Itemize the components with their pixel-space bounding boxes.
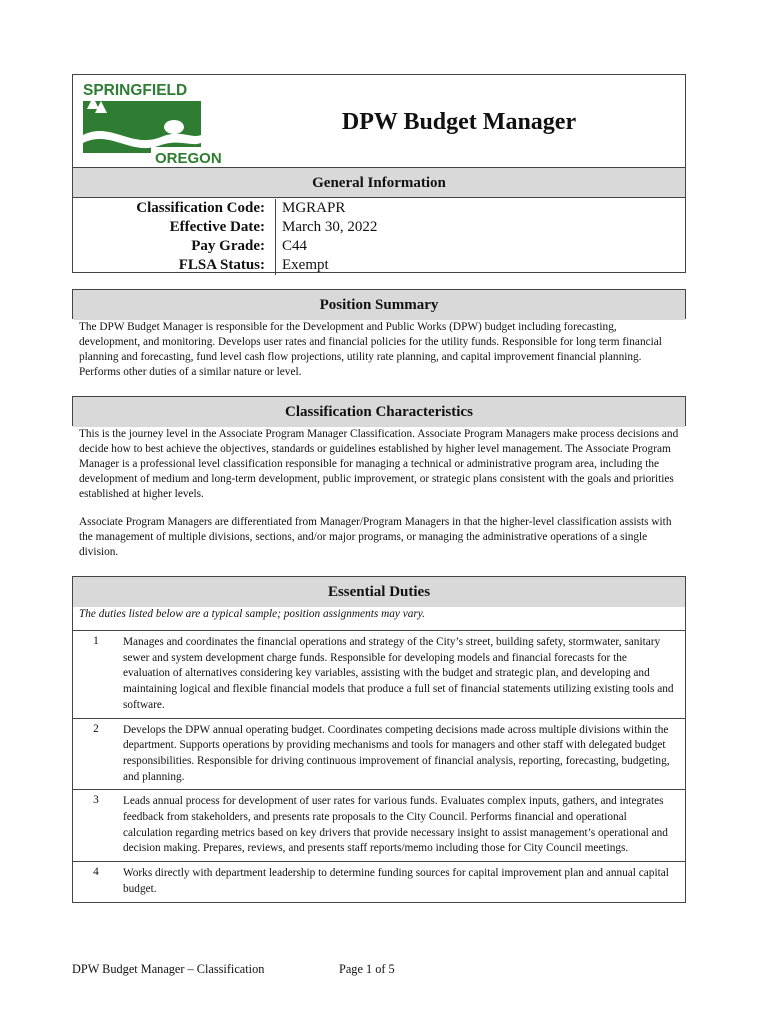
- header-box: [72, 74, 686, 168]
- duty-row: [73, 790, 685, 862]
- classification-code-row: [73, 199, 685, 218]
- duty-number: 1: [93, 635, 99, 647]
- duty-text: Leads annual process for development of user rates for various funds. Evaluates complex inputs, gathers, and integrates feedback from stakeholders, and presents rate proposals to the City Council. Performs financial and operational calculation regarding metrics based on key drivers that provide necessary insight to assist management’s operational and decision making. Prepares, reviews, and presents staff reports/memo including those for City Council meetings.: [123, 795, 668, 855]
- info-label: FLSA Status:: [178, 257, 265, 273]
- duties-table: [72, 605, 686, 903]
- general-information-box: [72, 167, 686, 273]
- info-label: Effective Date:: [169, 219, 265, 235]
- characteristics-paragraph-2: Associate Program Managers are differentiated from Manager/Program Managers in that the higher-level classification assists with the management of multiple divisions, sections, and/or major programs, or managing the administrative operations of a single division.: [79, 516, 672, 558]
- classification-characteristics-heading: Classification Characteristics: [73, 397, 685, 427]
- pay-grade-row: [73, 237, 685, 256]
- duty-row: [73, 719, 685, 791]
- info-label: Pay Grade:: [191, 238, 265, 254]
- essential-duties-heading: Essential Duties: [73, 577, 685, 607]
- position-summary-text: The DPW Budget Manager is responsible for the Development and Public Works (DPW) budget including forecasting, development, and monitoring. Develops user rates and financial policies for the utility funds. Responsible for long term financial planning and forecasting, fund level cash flow projections, utility rate planning, and capital improvement financial planning. Performs other duties of a similar nature or level.: [79, 321, 662, 378]
- springfield-oregon-logo: [81, 79, 229, 165]
- info-value: Exempt: [275, 256, 329, 275]
- classification-characteristics-box: [72, 396, 686, 426]
- position-summary-box: [72, 289, 686, 319]
- duty-row: [73, 862, 685, 901]
- leaf-icon: [164, 120, 184, 134]
- page-title: DPW Budget Manager: [341, 109, 577, 135]
- duty-row: [73, 631, 685, 719]
- duty-number: 2: [93, 722, 99, 735]
- logo-top-text: SPRINGFIELD: [83, 82, 188, 99]
- footer-document-name: DPW Budget Manager – Classification: [72, 962, 265, 976]
- duties-note: The duties listed below are a typical sample; position assignments may vary.: [73, 605, 685, 631]
- effective-date-row: [73, 218, 685, 237]
- position-summary-heading: Position Summary: [73, 290, 685, 320]
- info-value: MGRAPR: [275, 199, 345, 218]
- flsa-status-row: [73, 256, 685, 275]
- logo-bottom-text: OREGON: [155, 150, 222, 165]
- duty-text: Develops the DPW annual operating budget. Coordinates competing decisions made across multiple divisions within the department. Supports operations by providing mechanisms and tools for managers and other staff with delegated budget responsibilities. Responsible for driving continuous improvement of financial analysis, reporting, forecasting, budgeting, and planning.: [123, 723, 670, 783]
- info-label: Classification Code:: [136, 200, 265, 216]
- duty-number: 4: [93, 866, 99, 879]
- essential-duties-box: [72, 576, 686, 606]
- info-value: March 30, 2022: [275, 218, 377, 237]
- duty-text: Works directly with department leadership to determine funding sources for capital improvement plan and annual capital budget.: [123, 867, 669, 895]
- footer-page-number: Page 1 of 5: [339, 962, 395, 976]
- general-information-heading: General Information: [73, 168, 685, 198]
- characteristics-paragraph-1: This is the journey level in the Associate Program Manager Classification. Associate Program Managers make process decisions and decide how to best achieve the objectives, standards or guidelines established by higher level management. The Associate Program Manager is a professional level classification responsible for managing a technical or administrative program area, including the development of medium and long-term development, public improvement, or strategic plans consistent with the goals and priorities established at higher levels.: [79, 428, 679, 500]
- duty-text: Manages and coordinates the financial operations and strategy of the City’s street, building safety, stormwater, sanitary sewer and system development charge funds. Responsible for developing models and financial forecasts for the evaluation of alternatives considering key variables, assisting with the budget and strategic plan, and developing and maintaining logical and flexible financial models that produce a full set of financial statements utilizing existing tools and software.: [123, 636, 674, 711]
- duty-number: 3: [93, 794, 99, 807]
- info-value: C44: [275, 237, 307, 256]
